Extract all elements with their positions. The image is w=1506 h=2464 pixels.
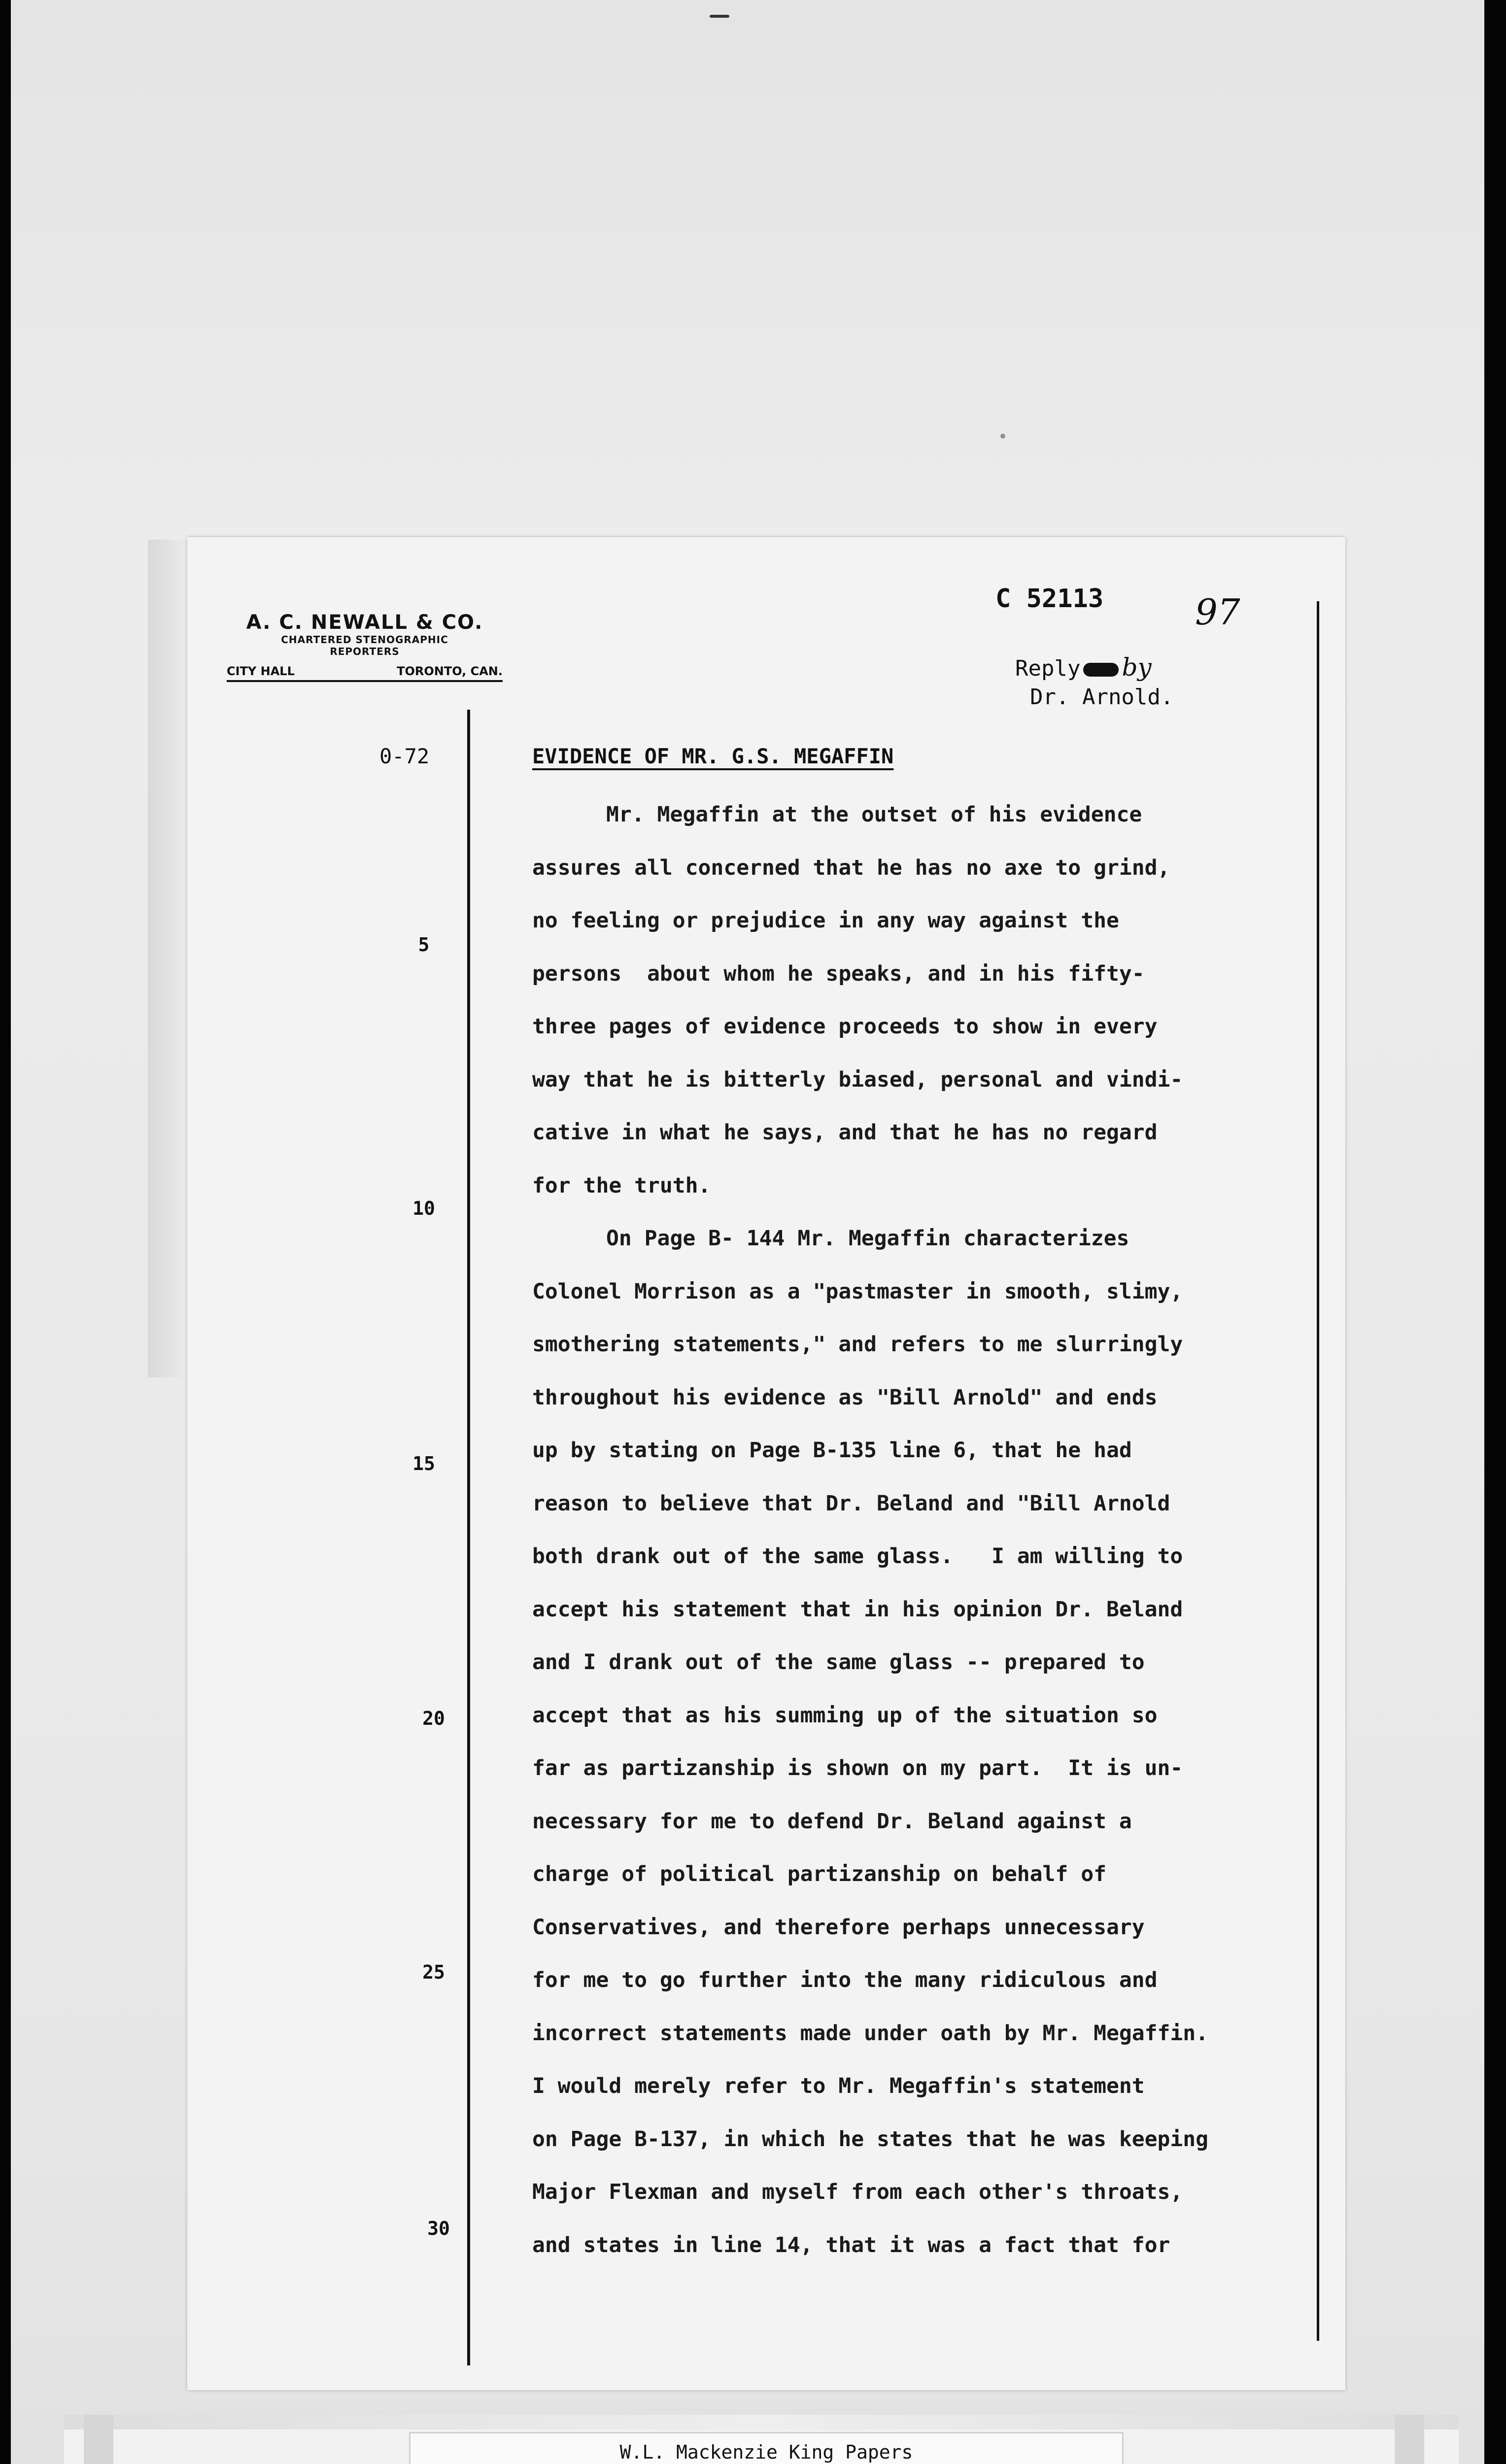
reply-line-2: Dr. Arnold. <box>1030 684 1174 710</box>
text-line: persons about whom he speaks, and in his fifty- <box>532 961 1145 986</box>
text-line: cative in what he says, and that he has no regard <box>532 1120 1158 1145</box>
text-line: charge of political partizanship on behalf of <box>532 1862 1106 1886</box>
text-line: up by stating on Page B-135 line 6, that he had <box>532 1438 1132 1463</box>
line-number: 10 <box>412 1198 435 1219</box>
text-line: Conservatives, and therefore perhaps unnecessary <box>532 1915 1145 1940</box>
film-speck <box>1000 434 1005 439</box>
archive-footer <box>64 2415 1459 2464</box>
text-line: for the truth. <box>532 1173 711 1198</box>
text-line: smothering statements," and refers to me slurringly <box>532 1332 1183 1357</box>
text-line: Colonel Morrison as a "pastmaster in smooth, slimy, <box>532 1279 1183 1304</box>
line-number: 30 <box>427 2218 450 2239</box>
margin-reference: 0-72 <box>379 744 430 768</box>
letterhead-address <box>227 664 503 682</box>
text-line: and I drank out of the same glass -- prepared to <box>532 1650 1145 1675</box>
letterhead-subtitle: CHARTERED STENOGRAPHIC <box>281 634 448 646</box>
text-line: incorrect statements made under oath by Mr. Megaffin. <box>532 2020 1209 2046</box>
reply-note <box>1015 653 1173 712</box>
text-line: accept that as his summing up of the situation so <box>532 1703 1158 1728</box>
address-right: TORONTO, CAN. <box>397 664 503 678</box>
margin-rule-left <box>467 710 470 2365</box>
document-page <box>187 537 1345 2390</box>
reply-line-1 <box>1015 653 1173 683</box>
text-line: three pages of evidence proceeds to show in every <box>532 1014 1158 1039</box>
body-text <box>532 788 1321 2272</box>
line-number: 20 <box>422 1708 445 1729</box>
text-line: Mr. Megaffin at the outset of his evidence <box>606 802 1142 827</box>
line-number: 15 <box>412 1453 435 1474</box>
film-clip <box>1395 2415 1424 2464</box>
text-line: assures all concerned that he has no axe to grind, <box>532 855 1170 880</box>
text-line: On Page B- 144 Mr. Megaffin characterizes <box>606 1226 1130 1251</box>
letterhead <box>227 611 503 682</box>
text-line: and states in line 14, that it was a fact that for <box>532 2232 1170 2258</box>
text-line: far as partizanship is shown on my part. It is un- <box>532 1756 1183 1780</box>
collection-name: W.L. Mackenzie King Papers <box>619 2441 913 2463</box>
film-clip <box>84 2415 113 2464</box>
text-line: throughout his evidence as "Bill Arnold" and ends <box>532 1385 1158 1410</box>
letterhead-subtitle: REPORTERS <box>330 646 400 657</box>
document-heading: EVIDENCE OF MR. G.S. MEGAFFIN <box>532 744 894 768</box>
text-line: on Page B-137, in which he states that he was keeping <box>532 2126 1209 2152</box>
text-line: both drank out of the same glass. I am willing to <box>532 1544 1183 1569</box>
film-mark <box>710 15 729 18</box>
text-line: no feeling or prejudice in any way against the <box>532 908 1119 933</box>
text-line: reason to believe that Dr. Beland and "Bill Arnold <box>532 1491 1170 1516</box>
folio-number: 97 <box>1195 591 1240 633</box>
address-left: CITY HALL <box>227 664 295 678</box>
collection-label <box>409 2432 1124 2464</box>
reply-typed: Reply <box>1015 656 1081 681</box>
line-number: 25 <box>422 1961 445 1983</box>
text-line: Major Flexman and myself from each other's throats, <box>532 2180 1183 2204</box>
footer-tape <box>64 2415 1459 2430</box>
text-line: accept his statement that in his opinion Dr. Beland <box>532 1597 1183 1622</box>
strikeout-mark <box>1083 663 1119 677</box>
line-number: 5 <box>418 934 430 956</box>
document-number: C 52113 <box>995 584 1104 614</box>
text-line: I would merely refer to Mr. Megaffin's statement <box>532 2074 1145 2098</box>
text-line: necessary for me to defend Dr. Beland against a <box>532 1809 1132 1834</box>
letterhead-firm: A. C. NEWALL & CO. <box>246 611 483 634</box>
text-line: for me to go further into the many ridiculous and <box>532 1968 1158 1992</box>
text-line: way that he is bitterly biased, personal and vindi- <box>532 1067 1183 1092</box>
reply-handwritten: by <box>1122 653 1152 682</box>
